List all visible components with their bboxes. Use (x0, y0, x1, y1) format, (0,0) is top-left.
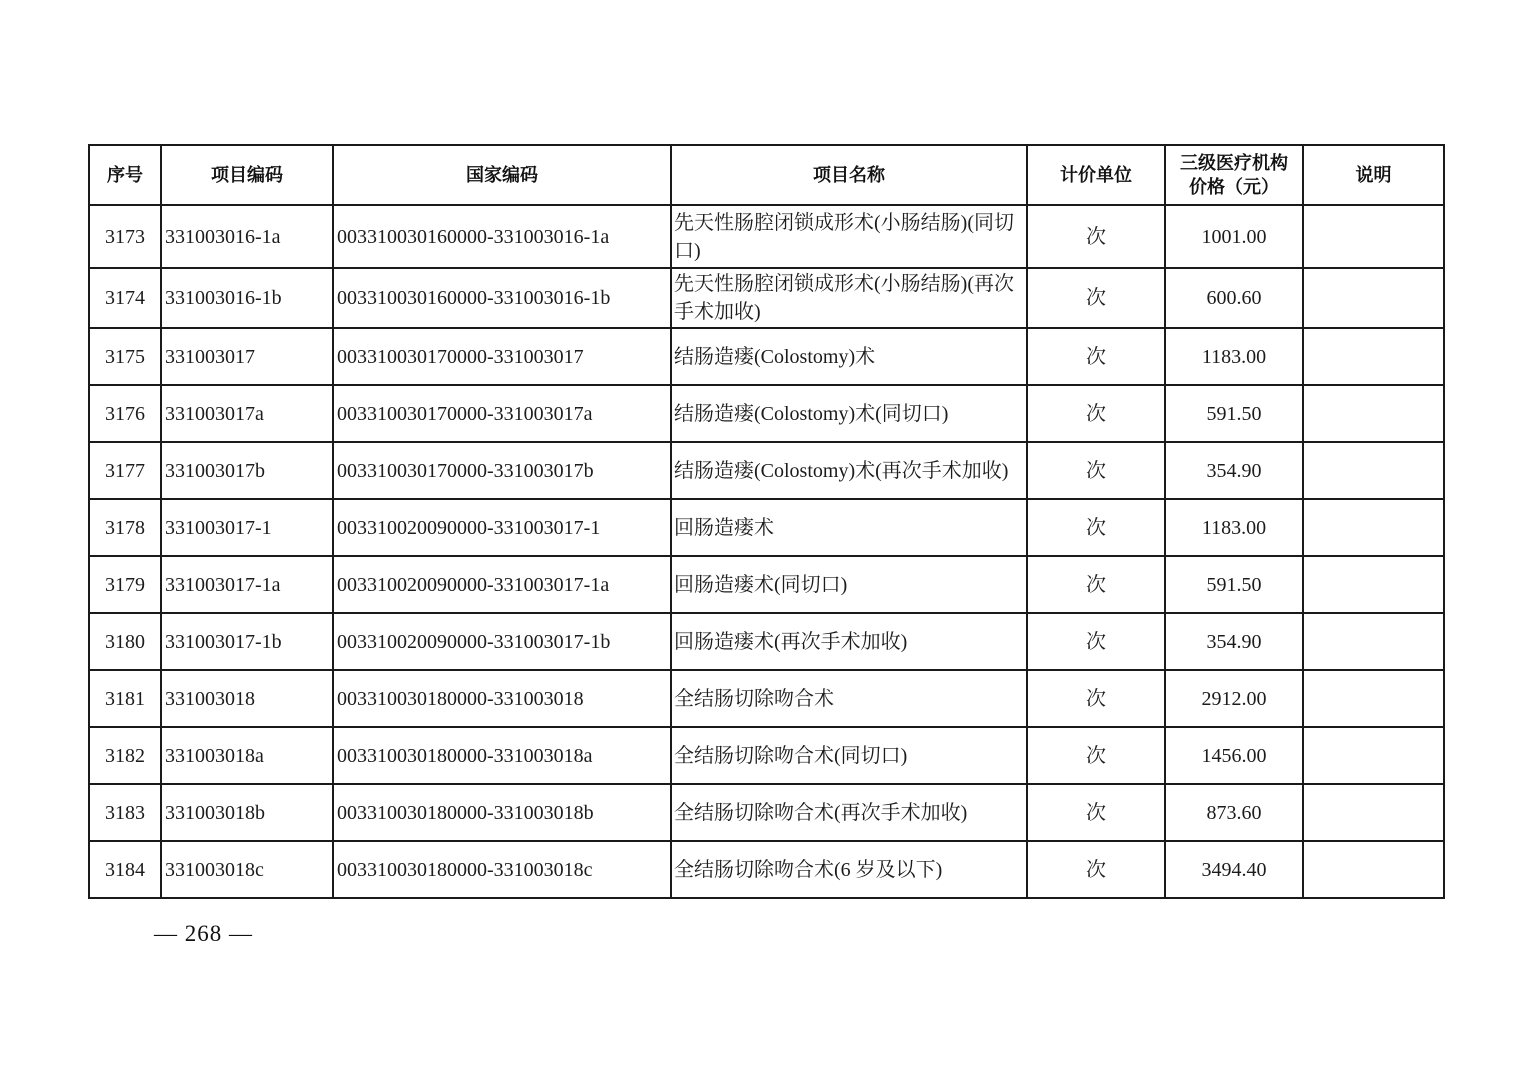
cell-item_code: 331003017 (161, 328, 333, 385)
table-row (89, 841, 1444, 898)
cell-seq: 3184 (89, 841, 161, 898)
table-row (89, 784, 1444, 841)
cell-price: 1183.00 (1165, 499, 1303, 556)
cell-price: 354.90 (1165, 442, 1303, 499)
cell-national_code: 003310030180000-331003018a (333, 727, 671, 784)
cell-name: 全结肠切除吻合术 (671, 670, 1027, 727)
table-row (89, 328, 1444, 385)
cell-unit: 次 (1027, 841, 1165, 898)
cell-note (1303, 670, 1444, 727)
cell-national_code: 003310020090000-331003017-1a (333, 556, 671, 613)
table-row (89, 727, 1444, 784)
cell-national_code: 003310030180000-331003018 (333, 670, 671, 727)
cell-price: 354.90 (1165, 613, 1303, 670)
cell-price: 1456.00 (1165, 727, 1303, 784)
cell-item_code: 331003017b (161, 442, 333, 499)
cell-item_code: 331003017-1 (161, 499, 333, 556)
table-row (89, 613, 1444, 670)
cell-price: 591.50 (1165, 385, 1303, 442)
cell-name: 结肠造瘘(Colostomy)术(同切口) (671, 385, 1027, 442)
cell-unit: 次 (1027, 499, 1165, 556)
cell-note (1303, 556, 1444, 613)
cell-seq: 3179 (89, 556, 161, 613)
cell-seq: 3178 (89, 499, 161, 556)
cell-unit: 次 (1027, 613, 1165, 670)
col-header-unit: 计价单位 (1027, 145, 1165, 205)
cell-price: 2912.00 (1165, 670, 1303, 727)
cell-price: 1183.00 (1165, 328, 1303, 385)
table-row (89, 442, 1444, 499)
cell-unit: 次 (1027, 385, 1165, 442)
cell-unit: 次 (1027, 268, 1165, 328)
cell-unit: 次 (1027, 784, 1165, 841)
cell-item_code: 331003018a (161, 727, 333, 784)
cell-national_code: 003310030180000-331003018b (333, 784, 671, 841)
cell-name: 回肠造瘘术(同切口) (671, 556, 1027, 613)
cell-national_code: 003310030170000-331003017b (333, 442, 671, 499)
cell-item_code: 331003016-1b (161, 268, 333, 328)
cell-unit: 次 (1027, 442, 1165, 499)
cell-note (1303, 328, 1444, 385)
table-row (89, 205, 1444, 268)
cell-note (1303, 784, 1444, 841)
cell-national_code: 003310020090000-331003017-1b (333, 613, 671, 670)
cell-item_code: 331003017-1b (161, 613, 333, 670)
cell-item_code: 331003018 (161, 670, 333, 727)
cell-unit: 次 (1027, 670, 1165, 727)
table-header-row (89, 145, 1444, 205)
table-row (89, 499, 1444, 556)
cell-note (1303, 727, 1444, 784)
cell-seq: 3182 (89, 727, 161, 784)
cell-seq: 3173 (89, 205, 161, 268)
cell-national_code: 003310030160000-331003016-1a (333, 205, 671, 268)
cell-seq: 3177 (89, 442, 161, 499)
cell-national_code: 003310020090000-331003017-1 (333, 499, 671, 556)
col-header-national-code: 国家编码 (333, 145, 671, 205)
cell-seq: 3183 (89, 784, 161, 841)
cell-unit: 次 (1027, 328, 1165, 385)
page-number: — 268 — (154, 921, 253, 946)
cell-note (1303, 205, 1444, 268)
cell-name: 结肠造瘘(Colostomy)术(再次手术加收) (671, 442, 1027, 499)
cell-national_code: 003310030180000-331003018c (333, 841, 671, 898)
price-table (88, 144, 1445, 899)
cell-name: 全结肠切除吻合术(再次手术加收) (671, 784, 1027, 841)
col-header-price (1165, 145, 1303, 205)
cell-name: 结肠造瘘(Colostomy)术 (671, 328, 1027, 385)
cell-price: 600.60 (1165, 268, 1303, 328)
table-body (89, 205, 1444, 898)
table-row (89, 268, 1444, 328)
cell-name: 回肠造瘘术(再次手术加收) (671, 613, 1027, 670)
cell-item_code: 331003017a (161, 385, 333, 442)
cell-item_code: 331003017-1a (161, 556, 333, 613)
cell-item_code: 331003018b (161, 784, 333, 841)
cell-seq: 3181 (89, 670, 161, 727)
cell-note (1303, 268, 1444, 328)
table-row (89, 556, 1444, 613)
cell-seq: 3174 (89, 268, 161, 328)
cell-seq: 3175 (89, 328, 161, 385)
cell-unit: 次 (1027, 727, 1165, 784)
cell-name: 先天性肠腔闭锁成形术(小肠结肠)(再次手术加收) (671, 268, 1027, 328)
col-header-price-line2: 价格（元） (1189, 177, 1279, 197)
cell-name: 全结肠切除吻合术(6 岁及以下) (671, 841, 1027, 898)
cell-note (1303, 442, 1444, 499)
cell-name: 先天性肠腔闭锁成形术(小肠结肠)(同切口) (671, 205, 1027, 268)
cell-name: 全结肠切除吻合术(同切口) (671, 727, 1027, 784)
cell-seq: 3176 (89, 385, 161, 442)
cell-national_code: 003310030170000-331003017 (333, 328, 671, 385)
cell-note (1303, 613, 1444, 670)
cell-price: 591.50 (1165, 556, 1303, 613)
cell-price: 3494.40 (1165, 841, 1303, 898)
cell-national_code: 003310030170000-331003017a (333, 385, 671, 442)
cell-unit: 次 (1027, 556, 1165, 613)
col-header-price-line1: 三级医疗机构 (1180, 153, 1288, 173)
cell-price: 1001.00 (1165, 205, 1303, 268)
col-header-name: 项目名称 (671, 145, 1027, 205)
cell-national_code: 003310030160000-331003016-1b (333, 268, 671, 328)
cell-price: 873.60 (1165, 784, 1303, 841)
cell-note (1303, 841, 1444, 898)
table-row (89, 670, 1444, 727)
cell-unit: 次 (1027, 205, 1165, 268)
cell-item_code: 331003018c (161, 841, 333, 898)
cell-note (1303, 499, 1444, 556)
cell-seq: 3180 (89, 613, 161, 670)
col-header-seq: 序号 (89, 145, 161, 205)
cell-name: 回肠造瘘术 (671, 499, 1027, 556)
col-header-note: 说明 (1303, 145, 1444, 205)
table-row (89, 385, 1444, 442)
cell-item_code: 331003016-1a (161, 205, 333, 268)
col-header-item-code: 项目编码 (161, 145, 333, 205)
cell-note (1303, 385, 1444, 442)
